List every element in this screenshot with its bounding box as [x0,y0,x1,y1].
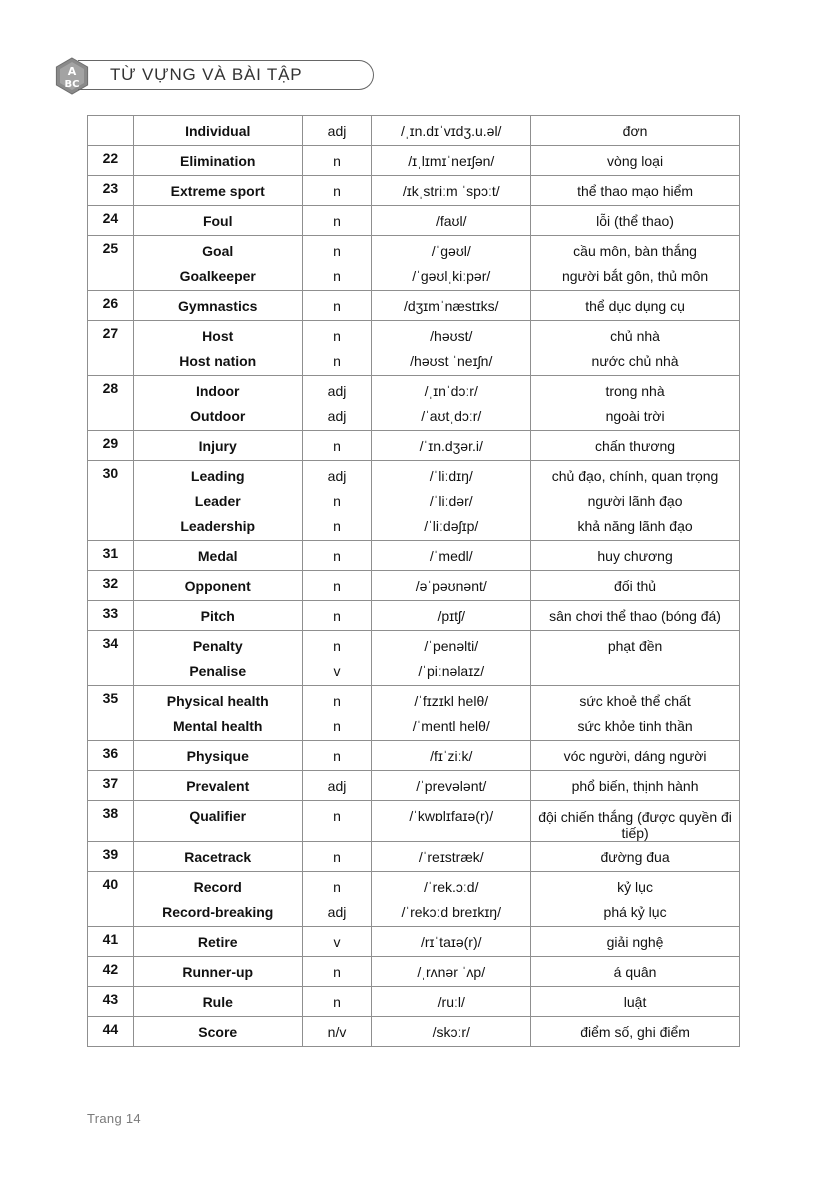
part-of-speech: n [333,183,341,199]
part-of-speech-cell [302,206,372,236]
pronunciation: /ˈɡəʊl/ [431,243,471,259]
word: Racetrack [184,849,252,865]
part-of-speech-cell [302,631,372,686]
meaning: đối thủ [614,578,657,594]
meaning-cell [531,206,740,236]
meaning: đường đua [600,849,670,865]
meaning: thể thao mạo hiểm [577,183,694,199]
word-cell [133,957,302,987]
meaning: phạt đền [607,638,663,654]
part-of-speech: n [333,268,341,284]
pronunciation-cell [372,741,531,771]
meaning-cell [531,431,740,461]
word: Physique [186,748,249,764]
part-of-speech: v [333,934,341,950]
pronunciation-cell [372,987,531,1017]
word: Injury [198,438,237,454]
word-cell [133,801,302,842]
pronunciation-cell [372,461,531,541]
part-of-speech-cell [302,741,372,771]
word: Physical health [166,693,269,709]
word: Elimination [180,153,256,169]
row-number: 25 [88,236,134,291]
table-row [88,431,740,461]
pronunciation-cell [372,631,531,686]
word: Retire [197,934,238,950]
meaning-cell [531,957,740,987]
part-of-speech: n [333,518,341,534]
meaning: vòng loại [607,153,664,169]
vocabulary-table [87,115,740,1047]
part-of-speech-cell [302,176,372,206]
word-cell [133,541,302,571]
part-of-speech: n [333,693,341,709]
pronunciation: /ˈmentl helθ/ [412,718,490,734]
part-of-speech: n [333,353,341,369]
meaning-cell [531,987,740,1017]
pronunciation-cell [372,957,531,987]
row-number: 37 [88,771,134,801]
row-number: 38 [88,801,134,842]
pronunciation: /ˈliːdər/ [429,493,473,509]
word-cell [133,987,302,1017]
word-cell [133,686,302,741]
table-row [88,116,740,146]
row-number: 39 [88,842,134,872]
word-cell [133,116,302,146]
word-cell [133,146,302,176]
meaning-cell [531,176,740,206]
part-of-speech: n [333,328,341,344]
row-number: 34 [88,631,134,686]
word: Leading [190,468,245,484]
pronunciation-cell [372,206,531,236]
word: Runner-up [182,964,254,980]
table-row [88,206,740,236]
word-cell [133,236,302,291]
meaning-cell [531,741,740,771]
pronunciation: /həʊst ˈneɪʃn/ [410,353,493,369]
part-of-speech-cell [302,541,372,571]
table-row [88,927,740,957]
part-of-speech-cell [302,236,372,291]
part-of-speech: adj [327,123,347,139]
part-of-speech: adj [327,383,347,399]
part-of-speech: n [333,438,341,454]
word: Qualifier [189,808,247,824]
pronunciation: /ˈrekɔːd breɪkɪŋ/ [401,904,501,920]
word: Goalkeeper [179,268,256,284]
pronunciation-cell [372,376,531,431]
word: Record-breaking [162,904,274,920]
row-number: 41 [88,927,134,957]
part-of-speech: n [333,608,341,624]
part-of-speech: adj [327,408,347,424]
part-of-speech: n [333,638,341,654]
part-of-speech-cell [302,431,372,461]
table-row [88,842,740,872]
meaning: á quân [613,964,657,980]
meaning: sức khỏe tinh thần [577,718,693,734]
part-of-speech-cell [302,571,372,601]
meaning: thể dục dụng cụ [585,298,685,314]
meaning-cell [531,927,740,957]
word: Gymnastics [178,298,258,314]
row-number: 23 [88,176,134,206]
pronunciation: /ˈkwɒlɪfaɪə(r)/ [409,808,494,824]
row-number: 43 [88,987,134,1017]
pronunciation-cell [372,236,531,291]
table-row [88,741,740,771]
word-cell [133,321,302,376]
meaning: chấn thương [595,438,676,454]
word: Goal [202,243,234,259]
table-row [88,376,740,431]
row-number: 29 [88,431,134,461]
part-of-speech: n [333,718,341,734]
word: Host nation [179,353,257,369]
pronunciation-cell [372,571,531,601]
part-of-speech-cell [302,872,372,927]
pronunciation: /ˈrek.ɔːd/ [424,879,479,895]
pronunciation: /ruːl/ [437,994,465,1010]
table-row [88,771,740,801]
word-cell [133,176,302,206]
word: Pitch [200,608,235,624]
word: Extreme sport [170,183,265,199]
meaning: phá kỷ lục [603,904,667,920]
row-number: 44 [88,1017,134,1047]
pronunciation: /ˌɪn.dɪˈvɪdʒ.u.əl/ [401,123,502,139]
pronunciation-cell [372,1017,531,1047]
word: Record [193,879,242,895]
part-of-speech-cell [302,957,372,987]
part-of-speech-cell [302,146,372,176]
pronunciation: /ˈliːdɪŋ/ [429,468,473,484]
part-of-speech: n [333,213,341,229]
badge-letter-a: A [67,65,77,78]
meaning-cell [531,571,740,601]
pronunciation-cell [372,842,531,872]
pronunciation: /ˈreɪstræk/ [418,849,484,865]
meaning: chủ nhà [610,328,660,344]
row-number: 22 [88,146,134,176]
pronunciation: /ɪˌlɪmɪˈneɪʃən/ [408,153,495,169]
meaning: người bắt gôn, thủ môn [561,268,709,284]
part-of-speech: n [333,994,341,1010]
part-of-speech-cell [302,116,372,146]
row-number: 32 [88,571,134,601]
part-of-speech: n [333,153,341,169]
part-of-speech: n [333,493,341,509]
row-number: 28 [88,376,134,431]
pronunciation: /faʊl/ [435,213,467,229]
word-cell [133,376,302,431]
table-row [88,1017,740,1047]
pronunciation-cell [372,872,531,927]
meaning: lỗi (thể thao) [596,213,674,229]
word: Penalty [192,638,243,654]
pronunciation: /ˈfɪzɪkl helθ/ [414,693,489,709]
badge-letters-bc: BC [64,79,80,90]
word: Mental health [173,718,263,734]
table-row [88,571,740,601]
part-of-speech: n [333,578,341,594]
meaning-cell [531,771,740,801]
pronunciation-cell [372,927,531,957]
meaning-cell [531,461,740,541]
meaning: giải nghệ [606,934,664,950]
pronunciation: /fɪˈziːk/ [430,748,473,764]
row-number: 42 [88,957,134,987]
part-of-speech-cell [302,927,372,957]
word-cell [133,631,302,686]
pronunciation: /ˈliːdəʃɪp/ [424,518,479,534]
word: Host [202,328,234,344]
part-of-speech-cell [302,1017,372,1047]
part-of-speech: n [333,849,341,865]
part-of-speech: adj [327,904,347,920]
page-number: Trang 14 [87,1111,141,1126]
word: Rule [202,994,233,1010]
part-of-speech: n [333,748,341,764]
pronunciation: /ˈpiːnəlaɪz/ [418,663,485,679]
meaning: sân chơi thể thao (bóng đá) [549,608,721,624]
table-row [88,461,740,541]
table-row [88,146,740,176]
meaning: huy chương [597,548,673,564]
meaning: trong nhà [605,383,665,399]
meaning-cell [531,321,740,376]
meaning: luật [623,994,647,1010]
meaning: người lãnh đạo [587,493,683,509]
pronunciation: /ˈmedl/ [429,548,473,564]
word: Individual [185,123,251,139]
word-cell [133,927,302,957]
pronunciation-cell [372,771,531,801]
pronunciation: /ˈprevələnt/ [416,778,487,794]
part-of-speech-cell [302,321,372,376]
table-row [88,957,740,987]
meaning: khả năng lãnh đạo [577,518,693,534]
pronunciation: /ˈɡəʊlˌkiːpər/ [412,268,491,284]
row-number: 27 [88,321,134,376]
meaning-cell [531,541,740,571]
row-number: 35 [88,686,134,741]
row-number: 40 [88,872,134,927]
meaning: cầu môn, bàn thắng [573,243,697,259]
part-of-speech-cell [302,801,372,842]
pronunciation-cell [372,541,531,571]
table-row [88,631,740,686]
meaning: ngoài trời [605,408,665,424]
part-of-speech-cell [302,601,372,631]
row-number: 30 [88,461,134,541]
word: Score [198,1024,238,1040]
word-cell [133,206,302,236]
row-number: 31 [88,541,134,571]
meaning: nước chủ nhà [591,353,679,369]
part-of-speech: n [333,548,341,564]
word: Leader [194,493,241,509]
pronunciation: /ˈaʊtˌdɔːr/ [421,408,482,424]
pronunciation-cell [372,146,531,176]
word-cell [133,291,302,321]
section-title: TỪ VỰNG VÀ BÀI TẬP [110,65,303,84]
table-row [88,801,740,842]
meaning: đơn [622,123,648,139]
pronunciation-cell [372,801,531,842]
meaning-cell [531,872,740,927]
table-row [88,291,740,321]
part-of-speech: adj [327,778,347,794]
word: Indoor [195,383,240,399]
part-of-speech: n [333,808,341,824]
word: Outdoor [190,408,246,424]
meaning: kỷ lục [617,879,653,895]
part-of-speech-cell [302,376,372,431]
row-number: 36 [88,741,134,771]
part-of-speech: n [333,964,341,980]
word: Medal [197,548,238,564]
meaning-cell [531,842,740,872]
meaning-cell [531,236,740,291]
pronunciation: /ˌrʌnər ˈʌp/ [417,964,486,980]
table-row [88,872,740,927]
pronunciation: /ˈpenəlti/ [424,638,479,654]
row-number [88,116,134,146]
table-row [88,987,740,1017]
word-cell [133,571,302,601]
pronunciation-cell [372,686,531,741]
pronunciation: /ˈɪn.dʒər.i/ [419,438,483,454]
pronunciation-cell [372,601,531,631]
meaning: vóc người, dáng người [563,748,707,764]
word-cell [133,601,302,631]
row-number: 26 [88,291,134,321]
word-cell [133,842,302,872]
meaning-cell [531,631,740,686]
meaning-cell [531,1017,740,1047]
pronunciation: /ɪkˌstriːm ˈspɔːt/ [402,183,500,199]
pronunciation-cell [372,291,531,321]
table-row [88,686,740,741]
meaning: sức khoẻ thể chất [579,693,691,709]
word-cell [133,771,302,801]
part-of-speech-cell [302,291,372,321]
meaning-cell [531,146,740,176]
pronunciation-cell [372,176,531,206]
part-of-speech-cell [302,461,372,541]
word: Opponent [184,578,251,594]
part-of-speech-cell [302,987,372,1017]
meaning: điểm số, ghi điểm [580,1024,690,1040]
part-of-speech-cell [302,842,372,872]
meaning: phổ biến, thịnh hành [571,778,699,794]
part-of-speech: n [333,879,341,895]
pronunciation-cell [372,431,531,461]
part-of-speech-cell [302,771,372,801]
pronunciation-cell [372,116,531,146]
meaning: đội chiến thắng (được quyền đi tiếp) [538,809,732,841]
row-number: 33 [88,601,134,631]
word-cell [133,1017,302,1047]
word-cell [133,741,302,771]
table-row [88,541,740,571]
pronunciation: /pɪtʃ/ [437,608,466,624]
meaning-cell [531,801,740,842]
pronunciation: /əˈpəʊnənt/ [415,578,487,594]
word: Penalise [189,663,247,679]
meaning-cell [531,291,740,321]
part-of-speech: n/v [327,1024,347,1040]
word: Foul [202,213,233,229]
table-row [88,236,740,291]
pronunciation-cell [372,321,531,376]
word-cell [133,461,302,541]
meaning: chủ đạo, chính, quan trọng [551,468,719,484]
meaning-cell [531,376,740,431]
pronunciation: /skɔːr/ [432,1024,470,1040]
part-of-speech-cell [302,686,372,741]
meaning-cell [531,686,740,741]
meaning-cell [531,116,740,146]
word-cell [133,872,302,927]
pronunciation: /rɪˈtaɪə(r)/ [420,934,482,950]
table-row [88,321,740,376]
part-of-speech: v [333,663,341,679]
pronunciation: /dʒɪmˈnæstɪks/ [403,298,499,314]
part-of-speech: n [333,243,341,259]
table-row [88,601,740,631]
pronunciation: /həʊst/ [430,328,473,344]
part-of-speech: n [333,298,341,314]
part-of-speech: adj [327,468,347,484]
table-row [88,176,740,206]
meaning-cell [531,601,740,631]
word: Prevalent [186,778,250,794]
row-number: 24 [88,206,134,236]
pronunciation: /ˌɪnˈdɔːr/ [424,383,478,399]
word-cell [133,431,302,461]
word: Leadership [180,518,256,534]
